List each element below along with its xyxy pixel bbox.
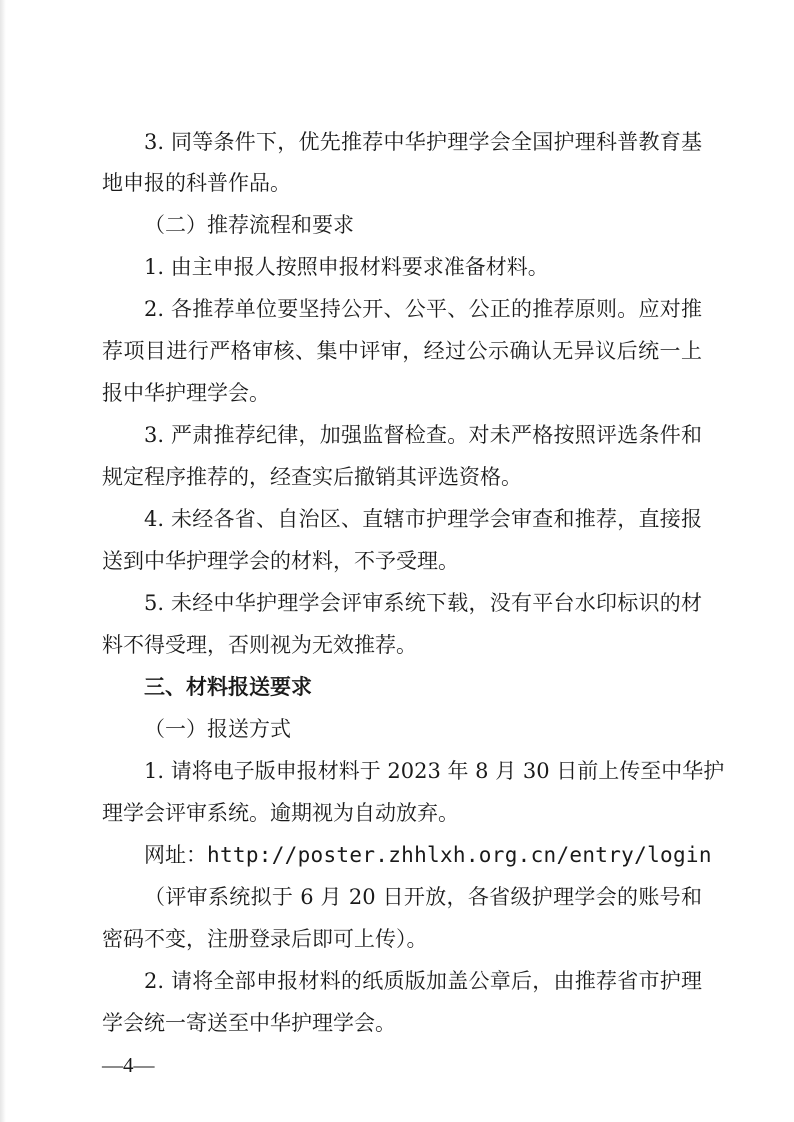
para-item-3-line-2: 地申报的科普作品。 — [102, 171, 291, 195]
para-step-4-line-2: 送到中华护理学会的材料，不予受理。 — [102, 549, 459, 573]
website-url-link[interactable]: http://poster.zhhlxh.org.cn/entry/login — [207, 843, 712, 867]
para-step-2-line-3: 报中华护理学会。 — [102, 381, 270, 405]
website-label: 网址： — [144, 843, 207, 867]
section-heading-3: 三、材料报送要求 — [144, 675, 312, 699]
para-step-3-line-1: 3. 严肃推荐纪律，加强监督检查。对未严格按照评选条件和 — [144, 423, 702, 447]
para-item-3-line-1: 3. 同等条件下，优先推荐中华护理学会全国护理科普教育基 — [144, 130, 702, 154]
para-step-3-line-2: 规定程序推荐的，经查实后撤销其评选资格。 — [102, 465, 522, 489]
para-step-2-line-2: 荐项目进行严格审核、集中评审，经过公示确认无异议后统一上 — [102, 339, 702, 363]
subsection-heading-1: （一）报送方式 — [144, 717, 291, 741]
page-number: —4— — [102, 1053, 155, 1077]
para-note-line-1: （评审系统拟于 6 月 20 日开放，各省级护理学会的账号和 — [144, 885, 702, 909]
para-step-5-line-2: 料不得受理，否则视为无效推荐。 — [102, 633, 417, 657]
website-line — [144, 840, 744, 870]
para-step-1: 1. 由主申报人按照申报材料要求准备材料。 — [144, 255, 549, 279]
para-step-4-line-1: 4. 未经各省、自治区、直辖市护理学会审查和推荐，直接报 — [144, 507, 702, 531]
para-submit-1-line-2: 理学会评审系统。逾期视为自动放弃。 — [102, 801, 459, 825]
para-step-5-line-1: 5. 未经中华护理学会评审系统下载，没有平台水印标识的材 — [144, 591, 702, 615]
subsection-heading-2: （二）推荐流程和要求 — [144, 213, 354, 237]
para-submit-2-line-2: 学会统一寄送至中华护理学会。 — [102, 1011, 396, 1035]
para-submit-1-line-1: 1. 请将电子版申报材料于 2023 年 8 月 30 日前上传至中华护 — [144, 759, 725, 783]
para-note-line-2: 密码不变，注册登录后即可上传）。 — [102, 927, 428, 951]
para-step-2-line-1: 2. 各推荐单位要坚持公开、公平、公正的推荐原则。应对推 — [144, 297, 702, 321]
para-submit-2-line-1: 2. 请将全部申报材料的纸质版加盖公章后，由推荐省市护理 — [144, 969, 702, 993]
